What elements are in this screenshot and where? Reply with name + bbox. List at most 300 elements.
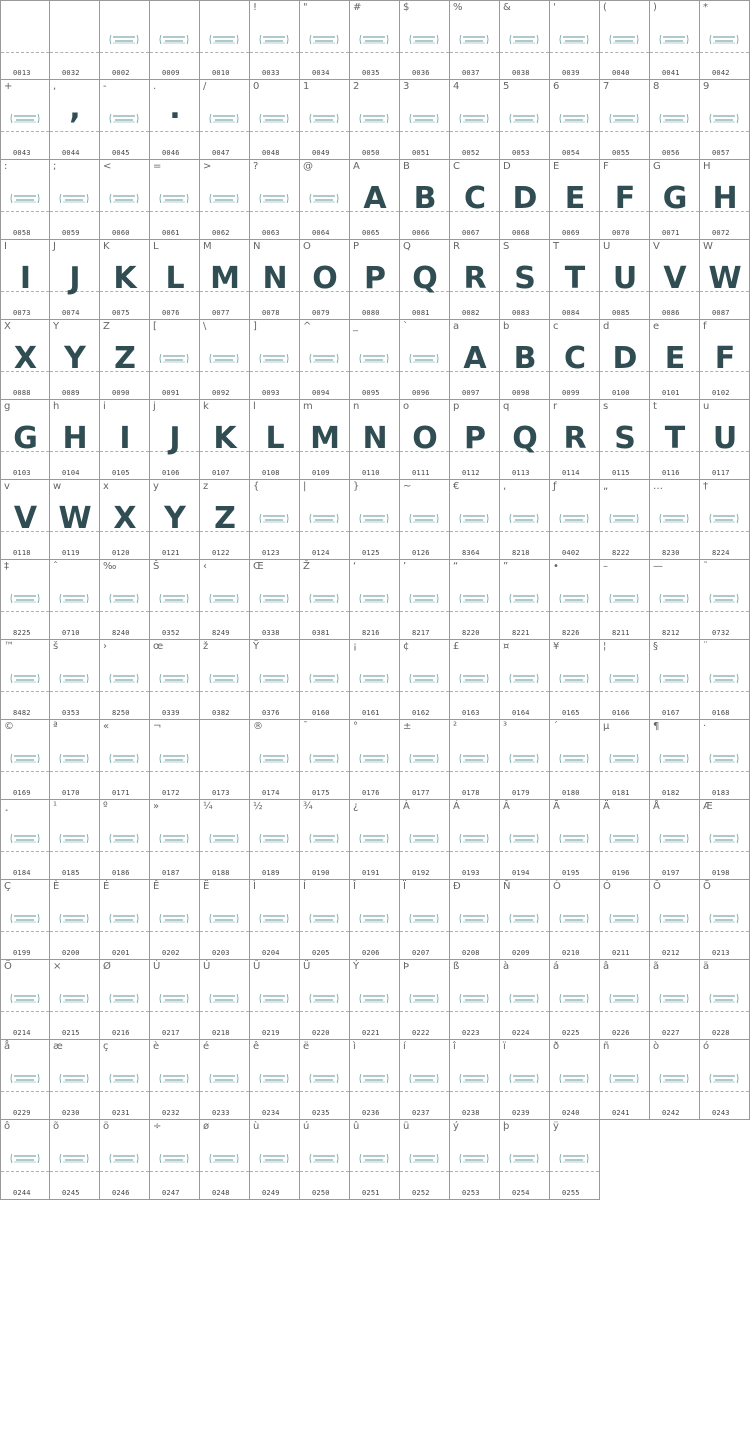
glyph-cell[interactable] (200, 320, 250, 400)
glyph-code-label: 0047 (212, 149, 230, 157)
glyph-cell[interactable] (600, 160, 650, 240)
baseline-divider (150, 931, 199, 932)
glyph-cell[interactable] (550, 320, 600, 400)
glyph-cell[interactable] (650, 0, 700, 80)
glyph-cell[interactable] (650, 640, 700, 720)
glyph-cell[interactable] (650, 560, 700, 640)
glyph-code-label: 0168 (712, 709, 730, 717)
glyph-char-label: ¢ (403, 641, 410, 652)
glyph-cell[interactable] (150, 560, 200, 640)
glyph-cell[interactable] (700, 560, 750, 640)
glyph-cell[interactable] (550, 0, 600, 80)
missing-glyph-icon (9, 753, 41, 764)
glyph-cell[interactable] (200, 1120, 250, 1200)
glyph-cell[interactable] (550, 1120, 600, 1200)
glyph-cell[interactable] (350, 240, 400, 320)
glyph-cell[interactable] (600, 80, 650, 160)
glyph-code-label: 0205 (312, 949, 330, 957)
glyph-cell[interactable] (400, 720, 450, 800)
glyph-cell[interactable] (650, 320, 700, 400)
glyph-cell[interactable] (400, 0, 450, 80)
glyph-cell[interactable] (350, 560, 400, 640)
glyph-cell[interactable] (600, 1040, 650, 1120)
glyph-cell[interactable] (450, 720, 500, 800)
glyph-cell[interactable] (550, 480, 600, 560)
glyph-cell[interactable] (600, 880, 650, 960)
glyph-cell[interactable] (350, 640, 400, 720)
missing-glyph-icon (158, 193, 190, 204)
glyph-cell[interactable] (150, 160, 200, 240)
glyph-code-label: 0232 (162, 1109, 180, 1117)
glyph-cell[interactable] (500, 320, 550, 400)
glyph-cell[interactable] (350, 320, 400, 400)
baseline-divider (250, 131, 299, 132)
glyph-cell[interactable] (0, 880, 50, 960)
glyph-cell[interactable] (50, 240, 100, 320)
glyph-cell[interactable] (400, 960, 450, 1040)
baseline-divider (550, 691, 599, 692)
glyph-cell[interactable] (400, 80, 450, 160)
glyph-code-label: 0209 (512, 949, 530, 957)
glyph-cell[interactable] (100, 0, 150, 80)
glyph-code-label: 8222 (612, 549, 630, 557)
glyph-char-label: l (253, 401, 256, 412)
glyph-cell[interactable] (300, 80, 350, 160)
glyph-cell[interactable] (600, 800, 650, 880)
glyph-cell[interactable] (450, 1120, 500, 1200)
glyph-cell[interactable] (0, 320, 50, 400)
glyph-cell[interactable] (350, 1120, 400, 1200)
glyph-char-label: Ì (253, 881, 256, 892)
missing-glyph-icon (408, 353, 440, 364)
glyph-cell[interactable] (100, 1040, 150, 1120)
glyph-cell[interactable] (300, 560, 350, 640)
glyph-cell[interactable] (100, 960, 150, 1040)
glyph-cell[interactable] (550, 960, 600, 1040)
glyph-cell[interactable] (0, 800, 50, 880)
glyph-cell[interactable] (350, 0, 400, 80)
glyph-cell[interactable] (700, 160, 750, 240)
glyph-cell[interactable] (50, 1120, 100, 1200)
glyph-cell[interactable] (300, 960, 350, 1040)
glyph-cell[interactable] (400, 560, 450, 640)
glyph-cell[interactable] (650, 1040, 700, 1120)
glyph-cell[interactable] (0, 160, 50, 240)
glyph-cell[interactable] (300, 1120, 350, 1200)
glyph-cell[interactable] (50, 560, 100, 640)
glyph-sample: N (362, 421, 387, 456)
glyph-cell[interactable] (0, 640, 50, 720)
glyph-cell[interactable] (250, 720, 300, 800)
glyph-cell[interactable] (250, 800, 300, 880)
glyph-cell[interactable] (250, 240, 300, 320)
glyph-code-label: 0013 (13, 69, 31, 77)
baseline-divider (550, 1011, 599, 1012)
glyph-cell[interactable] (0, 1120, 50, 1200)
glyph-cell[interactable] (400, 400, 450, 480)
missing-glyph-icon (308, 673, 340, 684)
glyph-cell[interactable] (300, 240, 350, 320)
glyph-cell[interactable] (150, 880, 200, 960)
glyph-cell[interactable] (350, 1040, 400, 1120)
glyph-cell[interactable] (450, 1040, 500, 1120)
glyph-char-label: 0 (253, 81, 260, 92)
glyph-code-label: 0117 (712, 469, 730, 477)
glyph-code-label: 0732 (712, 629, 730, 637)
glyph-cell[interactable] (0, 560, 50, 640)
glyph-cell[interactable] (350, 880, 400, 960)
glyph-cell[interactable] (0, 1040, 50, 1120)
glyph-sample: Q (412, 261, 437, 296)
glyph-cell[interactable] (200, 400, 250, 480)
glyph-cell[interactable] (500, 480, 550, 560)
glyph-cell[interactable] (200, 480, 250, 560)
glyph-cell[interactable] (0, 960, 50, 1040)
glyph-cell[interactable] (50, 1040, 100, 1120)
glyph-cell[interactable] (600, 720, 650, 800)
glyph-cell[interactable] (500, 880, 550, 960)
glyph-cell[interactable] (450, 960, 500, 1040)
glyph-cell[interactable] (100, 720, 150, 800)
glyph-cell[interactable] (600, 960, 650, 1040)
glyph-cell[interactable] (50, 400, 100, 480)
glyph-char-label: ï (503, 1041, 506, 1052)
glyph-sample: W (708, 261, 741, 296)
glyph-cell[interactable] (50, 720, 100, 800)
glyph-cell[interactable] (250, 480, 300, 560)
glyph-cell[interactable] (450, 800, 500, 880)
glyph-cell[interactable] (250, 320, 300, 400)
glyph-cell[interactable] (500, 560, 550, 640)
glyph-cell[interactable] (500, 160, 550, 240)
glyph-cell[interactable] (500, 800, 550, 880)
glyph-char-label: ™ (4, 641, 14, 652)
glyph-cell[interactable] (200, 880, 250, 960)
glyph-cell[interactable] (500, 80, 550, 160)
glyph-char-label: v (4, 481, 10, 492)
glyph-char-label: Ð (453, 881, 461, 892)
glyph-cell[interactable] (700, 720, 750, 800)
glyph-cell[interactable] (250, 1120, 300, 1200)
glyph-cell[interactable] (50, 0, 100, 80)
glyph-cell[interactable] (0, 480, 50, 560)
glyph-cell[interactable] (250, 880, 300, 960)
glyph-char-label: ‡ (4, 561, 9, 572)
glyph-cell[interactable] (250, 640, 300, 720)
glyph-cell[interactable] (100, 880, 150, 960)
missing-glyph-icon (708, 913, 740, 924)
glyph-cell[interactable] (350, 720, 400, 800)
glyph-cell[interactable] (550, 800, 600, 880)
glyph-cell[interactable] (100, 160, 150, 240)
glyph-sample: S (614, 421, 635, 456)
glyph-cell[interactable] (350, 800, 400, 880)
baseline-divider (450, 1091, 499, 1092)
glyph-cell[interactable] (500, 240, 550, 320)
glyph-cell[interactable] (100, 80, 150, 160)
glyph-cell[interactable] (650, 480, 700, 560)
glyph-cell[interactable] (300, 400, 350, 480)
glyph-cell[interactable] (500, 1040, 550, 1120)
glyph-cell[interactable] (0, 0, 50, 80)
glyph-cell[interactable] (300, 480, 350, 560)
glyph-cell[interactable] (700, 1040, 750, 1120)
glyph-cell[interactable] (0, 720, 50, 800)
glyph-char-label: ¼ (203, 801, 213, 812)
glyph-cell[interactable] (400, 800, 450, 880)
glyph-char-label: * (703, 2, 708, 13)
glyph-cell[interactable] (650, 960, 700, 1040)
glyph-cell[interactable] (700, 240, 750, 320)
glyph-code-label: 0166 (612, 709, 630, 717)
glyph-cell[interactable] (300, 1040, 350, 1120)
glyph-cell[interactable] (450, 160, 500, 240)
glyph-cell[interactable] (300, 800, 350, 880)
glyph-code-label: 0220 (312, 1029, 330, 1037)
glyph-cell[interactable] (600, 400, 650, 480)
glyph-cell[interactable] (500, 0, 550, 80)
glyph-cell[interactable] (200, 80, 250, 160)
glyph-cell[interactable] (100, 240, 150, 320)
glyph-cell[interactable] (150, 320, 200, 400)
glyph-cell[interactable] (550, 880, 600, 960)
glyph-cell[interactable] (650, 880, 700, 960)
glyph-cell[interactable] (400, 880, 450, 960)
missing-glyph-icon (9, 993, 41, 1004)
glyph-cell[interactable] (150, 640, 200, 720)
missing-glyph-icon (458, 673, 490, 684)
glyph-code-label: 0225 (562, 1029, 580, 1037)
glyph-cell[interactable] (250, 400, 300, 480)
glyph-cell[interactable] (650, 720, 700, 800)
glyph-cell[interactable] (100, 320, 150, 400)
glyph-cell[interactable] (300, 640, 350, 720)
glyph-cell[interactable] (250, 0, 300, 80)
glyph-cell[interactable] (400, 1040, 450, 1120)
glyph-cell[interactable] (700, 640, 750, 720)
glyph-cell[interactable] (550, 720, 600, 800)
glyph-cell[interactable] (450, 320, 500, 400)
glyph-cell[interactable] (150, 720, 200, 800)
glyph-code-label: 0051 (412, 149, 430, 157)
glyph-cell[interactable] (400, 1120, 450, 1200)
baseline-divider (600, 691, 649, 692)
glyph-cell[interactable] (300, 0, 350, 80)
baseline-divider (50, 771, 99, 772)
glyph-cell[interactable] (150, 240, 200, 320)
glyph-char-label: H (703, 161, 711, 172)
baseline-divider (150, 851, 199, 852)
glyph-cell[interactable] (150, 480, 200, 560)
glyph-cell[interactable] (500, 1120, 550, 1200)
glyph-cell[interactable] (450, 480, 500, 560)
glyph-code-label: 0216 (112, 1029, 130, 1037)
glyph-cell[interactable] (550, 80, 600, 160)
glyph-cell[interactable] (0, 400, 50, 480)
glyph-code-label: 0217 (162, 1029, 180, 1037)
glyph-cell[interactable] (150, 80, 200, 160)
glyph-cell[interactable] (550, 560, 600, 640)
glyph-cell[interactable] (300, 720, 350, 800)
glyph-cell[interactable] (450, 0, 500, 80)
glyph-code-label: 0381 (312, 629, 330, 637)
glyph-cell[interactable] (700, 80, 750, 160)
missing-glyph-icon (208, 833, 240, 844)
glyph-cell[interactable] (250, 160, 300, 240)
glyph-cell[interactable] (450, 400, 500, 480)
glyph-cell[interactable] (450, 560, 500, 640)
glyph-cell[interactable] (700, 960, 750, 1040)
glyph-char-label: ð (553, 1041, 560, 1052)
baseline-divider (300, 531, 349, 532)
glyph-cell[interactable] (50, 80, 100, 160)
glyph-cell[interactable] (0, 80, 50, 160)
glyph-code-label: 0108 (262, 469, 280, 477)
glyph-cell[interactable] (250, 560, 300, 640)
glyph-code-label: 0037 (462, 69, 480, 77)
glyph-char-label: ½ (253, 801, 263, 812)
glyph-cell[interactable] (550, 640, 600, 720)
glyph-cell[interactable] (700, 480, 750, 560)
glyph-cell[interactable] (350, 80, 400, 160)
glyph-char-label: U (603, 241, 611, 252)
glyph-code-label: 0254 (512, 1189, 530, 1197)
glyph-cell[interactable] (450, 880, 500, 960)
glyph-cell[interactable] (600, 240, 650, 320)
missing-glyph-icon (608, 913, 640, 924)
glyph-cell[interactable] (500, 960, 550, 1040)
glyph-cell[interactable] (650, 800, 700, 880)
glyph-cell[interactable] (0, 240, 50, 320)
missing-glyph-icon (108, 913, 140, 924)
glyph-code-label: 0072 (712, 229, 730, 237)
glyph-cell[interactable] (200, 960, 250, 1040)
glyph-cell[interactable] (250, 80, 300, 160)
glyph-cell[interactable] (250, 1040, 300, 1120)
glyph-cell[interactable] (50, 320, 100, 400)
glyph-code-label: 0182 (662, 789, 680, 797)
baseline-divider (50, 131, 99, 132)
baseline-divider (400, 52, 449, 53)
glyph-cell[interactable] (650, 240, 700, 320)
glyph-cell[interactable] (150, 400, 200, 480)
glyph-code-label: 0057 (712, 149, 730, 157)
glyph-char-label: g (4, 401, 11, 412)
missing-glyph-icon (658, 673, 690, 684)
glyph-cell[interactable] (200, 800, 250, 880)
missing-glyph-icon (308, 833, 340, 844)
glyph-code-label: 0125 (362, 549, 380, 557)
glyph-cell[interactable] (200, 160, 250, 240)
baseline-divider (400, 1171, 449, 1172)
glyph-cell[interactable] (600, 320, 650, 400)
glyph-cell[interactable] (50, 800, 100, 880)
glyph-cell[interactable] (650, 80, 700, 160)
glyph-cell[interactable] (550, 240, 600, 320)
missing-glyph-icon (308, 1073, 340, 1084)
glyph-sample: J (169, 421, 180, 456)
glyph-cell[interactable] (100, 480, 150, 560)
glyph-cell[interactable] (150, 960, 200, 1040)
glyph-cell[interactable] (600, 0, 650, 80)
glyph-cell[interactable] (100, 800, 150, 880)
glyph-cell[interactable] (200, 1040, 250, 1120)
glyph-cell[interactable] (200, 0, 250, 80)
glyph-cell[interactable] (200, 560, 250, 640)
glyph-cell[interactable] (450, 80, 500, 160)
glyph-cell[interactable] (300, 880, 350, 960)
glyph-code-label: 0060 (112, 229, 130, 237)
glyph-cell[interactable] (50, 160, 100, 240)
glyph-cell[interactable] (450, 240, 500, 320)
glyph-cell[interactable] (300, 320, 350, 400)
glyph-cell[interactable] (600, 480, 650, 560)
glyph-cell[interactable] (650, 400, 700, 480)
glyph-cell[interactable] (550, 160, 600, 240)
glyph-cell[interactable] (100, 640, 150, 720)
glyph-cell[interactable] (100, 560, 150, 640)
glyph-char-label: ¶ (653, 721, 660, 732)
missing-glyph-icon (358, 913, 390, 924)
glyph-cell[interactable] (400, 320, 450, 400)
glyph-cell[interactable] (250, 960, 300, 1040)
glyph-cell[interactable] (700, 880, 750, 960)
glyph-cell[interactable] (150, 1040, 200, 1120)
glyph-cell[interactable] (100, 400, 150, 480)
baseline-divider (200, 611, 249, 612)
baseline-divider (1, 611, 49, 612)
glyph-char-label: î (453, 1041, 456, 1052)
glyph-char-label: Ë (203, 881, 210, 892)
glyph-cell[interactable] (700, 400, 750, 480)
glyph-cell[interactable] (50, 480, 100, 560)
glyph-cell[interactable] (700, 320, 750, 400)
glyph-cell[interactable] (550, 400, 600, 480)
baseline-divider (450, 931, 499, 932)
glyph-cell[interactable] (500, 640, 550, 720)
glyph-cell[interactable] (450, 640, 500, 720)
glyph-cell[interactable] (50, 640, 100, 720)
glyph-cell[interactable] (200, 640, 250, 720)
glyph-cell[interactable] (350, 400, 400, 480)
glyph-cell[interactable] (150, 800, 200, 880)
glyph-cell[interactable] (400, 160, 450, 240)
glyph-cell[interactable] (200, 240, 250, 320)
glyph-cell[interactable] (300, 160, 350, 240)
glyph-cell[interactable] (400, 240, 450, 320)
glyph-cell[interactable] (150, 1120, 200, 1200)
glyph-cell[interactable] (50, 960, 100, 1040)
glyph-cell[interactable] (50, 880, 100, 960)
glyph-cell[interactable] (350, 160, 400, 240)
glyph-cell[interactable] (550, 1040, 600, 1120)
glyph-cell[interactable] (350, 960, 400, 1040)
glyph-cell[interactable] (700, 0, 750, 80)
glyph-cell[interactable] (100, 1120, 150, 1200)
glyph-cell[interactable] (650, 160, 700, 240)
glyph-cell[interactable] (350, 480, 400, 560)
glyph-cell[interactable] (400, 640, 450, 720)
glyph-cell[interactable] (600, 640, 650, 720)
glyph-cell[interactable] (700, 800, 750, 880)
missing-glyph-icon (308, 353, 340, 364)
glyph-cell[interactable] (200, 720, 250, 800)
glyph-cell[interactable] (400, 480, 450, 560)
glyph-cell[interactable] (500, 720, 550, 800)
glyph-cell[interactable] (600, 560, 650, 640)
glyph-cell[interactable] (500, 400, 550, 480)
glyph-cell[interactable] (150, 0, 200, 80)
